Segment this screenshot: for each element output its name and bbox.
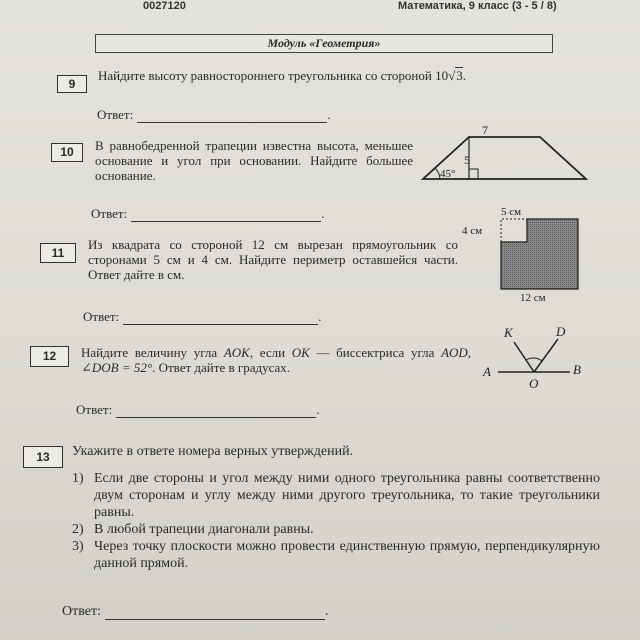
subject-header: Математика, 9 класс (3 - 5 / 8)	[398, 0, 557, 12]
module-title: Модуль «Геометрия»	[95, 34, 553, 53]
remaining-part	[501, 219, 578, 289]
task-12-answer: Ответ: .	[76, 402, 320, 417]
task-12-angle-aok: AOK	[223, 345, 250, 360]
square-side-label: 4 см	[462, 225, 483, 237]
square-bottom-label: 12 см	[520, 292, 546, 304]
task-9-number: 9	[57, 75, 87, 93]
task-12-part-a: Найдите величину угла	[81, 345, 218, 360]
task-12-part-c: — биссектриса угла	[316, 345, 435, 360]
cut-rectangle	[501, 219, 527, 242]
task-10-text: В равнобедренной трапеции известна высота, меньшее основание и угол при основании. Найдите большее основание.	[95, 138, 413, 183]
task-11-answer: Ответ: .	[83, 309, 322, 324]
angle-arc	[526, 358, 542, 361]
task-12-number: 12	[30, 346, 69, 367]
task-12-angle-aod: AOD	[441, 345, 468, 360]
task-10-answer: Ответ: .	[91, 206, 325, 221]
answer-label: Ответ:	[97, 107, 134, 122]
point-o-label: O	[529, 376, 539, 391]
task-12-part-b: , если	[249, 345, 286, 360]
answer-field-10[interactable]	[131, 221, 321, 222]
answer-label: Ответ:	[62, 604, 101, 619]
task-9-text	[98, 68, 518, 83]
task-13-number: 13	[23, 446, 63, 468]
square-figure	[460, 204, 590, 304]
point-a-label: A	[483, 364, 491, 379]
task-11-text: Из квадрата со стороной 12 см вырезан прямоугольник со сторонами 5 см и 4 см. Найдите периметр оставшейся части. Ответ дайте в см.	[88, 237, 458, 282]
trapezoid-figure	[420, 122, 595, 187]
statement-3: 3) Через точку плоскости можно провести единственную прямую, перпендикулярную данной прямой.	[72, 539, 600, 571]
task-11-number: 11	[40, 243, 76, 263]
answer-label: Ответ:	[76, 402, 113, 417]
right-angle-mark	[469, 169, 478, 179]
answer-field-13[interactable]	[105, 619, 325, 620]
answer-label: Ответ:	[83, 309, 120, 324]
point-k-label: K	[504, 325, 513, 340]
ray-od	[534, 339, 558, 372]
task-9-question: Найдите высоту равностороннего треугольника со стороной	[98, 68, 432, 83]
task-9-answer: Ответ: .	[97, 107, 331, 122]
task-12-text	[81, 345, 471, 375]
statements-list	[72, 470, 600, 572]
task-12-ray-ok: OK	[291, 345, 310, 360]
task-10-number: 10	[51, 143, 83, 162]
task-9-value: 10√3	[435, 68, 463, 83]
trapezoid-height-label: 5	[464, 153, 470, 167]
answer-field-11[interactable]	[123, 324, 318, 325]
square-top-label: 5 см	[501, 206, 522, 218]
task-12-part-e: . Ответ дайте в градусах.	[152, 360, 291, 375]
task-13-answer: Ответ: .	[62, 604, 329, 619]
statement-2: 2) В любой трапеции диагонали равны.	[72, 522, 314, 537]
task-12-given: ∠DOB = 52°	[81, 360, 153, 375]
task-12-part-d: ,	[467, 345, 472, 360]
answer-field-9[interactable]	[137, 122, 327, 123]
task-9-end: .	[462, 68, 466, 83]
statement-1: 1) Если две стороны и угол между ними одного треугольника равны соответственно двум сторонам и углу между ними другого треугольника, то такие треугольники равны.	[72, 471, 600, 520]
task-13-text: Укажите в ответе номера верных утверждений.	[72, 444, 354, 459]
answer-field-12[interactable]	[116, 417, 316, 418]
point-b-label: B	[573, 362, 581, 377]
ray-ok	[514, 342, 534, 372]
page-code: 0027120	[143, 0, 186, 12]
trapezoid-top-label: 7	[482, 123, 488, 137]
answer-label: Ответ:	[91, 206, 128, 221]
angle-figure	[478, 322, 598, 394]
trapezoid-angle-label: 45°	[440, 168, 456, 180]
point-d-label: D	[556, 324, 566, 339]
